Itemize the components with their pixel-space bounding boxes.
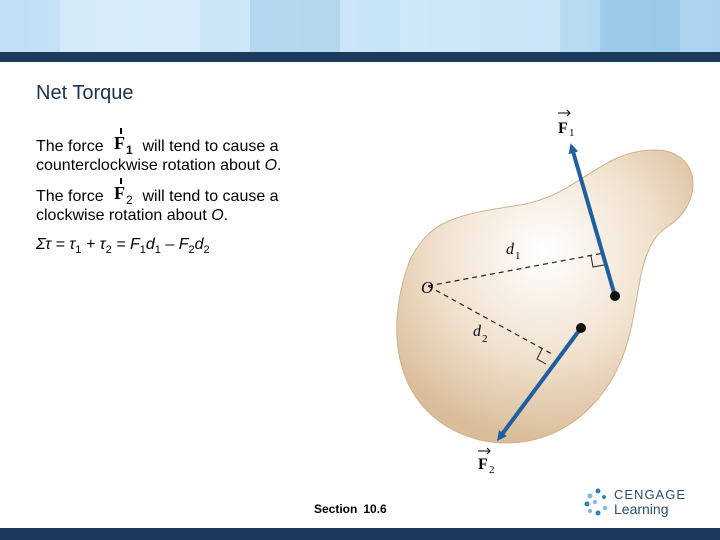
eq-tau: τ: [99, 236, 106, 253]
header-tile: [400, 0, 560, 52]
rigid-body-shape: [397, 150, 693, 443]
paragraph-f1: [36, 135, 281, 175]
eq-sub: 2: [188, 244, 195, 257]
label-f2: F: [478, 456, 488, 473]
label-f1-sub: 1: [569, 127, 575, 139]
vector-subscript: 1: [126, 143, 133, 157]
eq-equals: =: [111, 236, 130, 253]
vector-f2-symbol: [108, 183, 138, 207]
label-d1: d: [506, 241, 514, 258]
vector-subscript: 2: [126, 193, 133, 207]
paragraph-f2: [36, 185, 279, 225]
para2-line2: clockwise rotation about: [36, 207, 207, 224]
logo-line1: CENGAGE: [614, 487, 687, 502]
eq-tau: τ: [69, 236, 76, 253]
eq-sub: 2: [105, 244, 112, 257]
header-tile: [250, 0, 340, 52]
eq-equals: =: [51, 236, 70, 253]
header-tile: [600, 0, 680, 52]
para1-end: .: [277, 157, 282, 174]
section-word: Section: [314, 502, 358, 516]
cengage-dots-icon: [584, 487, 612, 517]
eq-sub: 2: [203, 244, 210, 257]
cengage-logo: [584, 485, 694, 521]
footer-rule: [0, 528, 720, 540]
vector-letter: F: [114, 133, 126, 153]
f1-application-point: [610, 291, 620, 301]
eq-d: d: [145, 236, 155, 253]
para1-pre: The force: [36, 138, 104, 155]
eq-sub: 1: [75, 244, 82, 257]
label-d2-sub: 2: [482, 333, 488, 345]
eq-d: d: [194, 236, 204, 253]
net-torque-equation: [36, 236, 210, 256]
header-tile: [60, 0, 200, 52]
header-band: [0, 0, 720, 52]
label-d2: d: [473, 323, 481, 340]
para1-line2: counterclockwise rotation about: [36, 157, 261, 174]
eq-sub: 1: [139, 244, 146, 257]
para2-var: O: [211, 207, 224, 224]
eq-f: F: [178, 236, 189, 253]
slide-title: Net Torque: [36, 82, 134, 104]
eq-sub: 1: [154, 244, 161, 257]
vector-f1-symbol: [108, 133, 138, 157]
label-f2-sub: 2: [489, 464, 495, 476]
section-number: 10.6: [363, 502, 387, 516]
torque-diagram: [380, 100, 710, 480]
section-label: [314, 502, 387, 516]
logo-line2: Learning: [614, 501, 669, 517]
label-d1-sub: 1: [515, 250, 521, 262]
eq-plus: +: [81, 236, 100, 253]
para1-var: O: [264, 157, 278, 174]
para2-pre: The force: [36, 188, 104, 205]
header-rule: [0, 52, 720, 62]
eq-minus: –: [160, 236, 179, 253]
vector-letter: F: [114, 183, 126, 203]
para1-post: will tend to cause a: [142, 138, 279, 155]
eq-f: F: [129, 236, 140, 253]
label-f1: F: [558, 120, 568, 137]
para2-post: will tend to cause a: [142, 188, 279, 205]
label-o: O: [421, 278, 434, 297]
f2-application-point: [576, 323, 586, 333]
para2-end: .: [223, 207, 229, 224]
eq-sigma-tau: Στ: [36, 236, 52, 253]
